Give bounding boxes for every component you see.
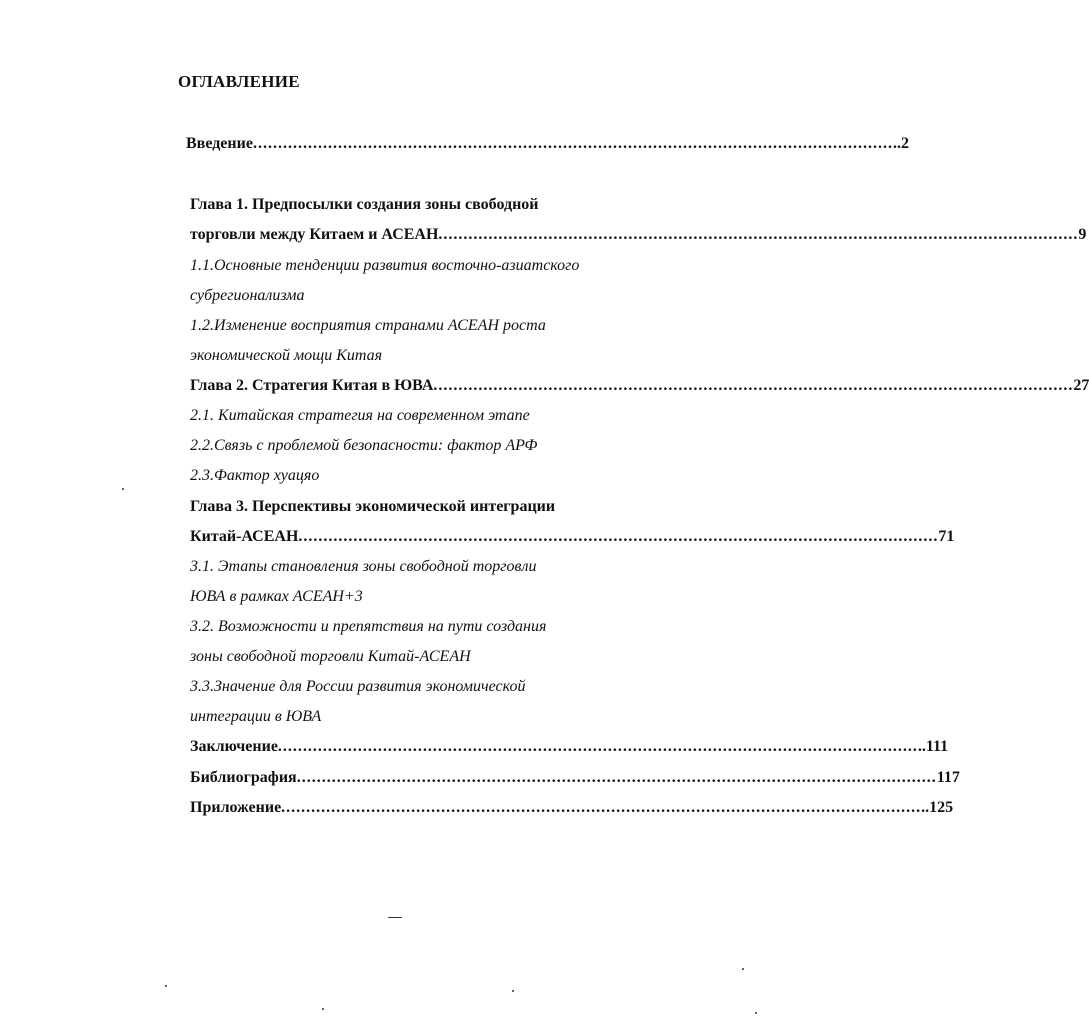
toc-page-number: 71 [938, 528, 955, 545]
toc-chapter-3-line2 [190, 527, 955, 547]
toc-section-1-1-line2: субрегионализма [190, 287, 305, 304]
toc-section-2-3: 2.3.Фактор хуацяо [190, 467, 320, 484]
scan-speck [122, 488, 124, 490]
toc-page-number: 27 [1073, 377, 1089, 394]
dot-leader: ................................................................................................................................ [277, 738, 918, 755]
toc-entry-label: Введение [186, 135, 253, 152]
toc-page-number: ..125 [921, 799, 954, 816]
toc-chapter-1-line2 [190, 225, 1087, 245]
dot-leader: ................................................................................................................................ [281, 799, 922, 816]
toc-entry-label: Глава 2. Стратегия Китая в ЮВА [190, 377, 434, 394]
toc-section-2-2: 2.2.Связь с проблемой безопасности: фактор АРФ [190, 437, 538, 454]
toc-chapter-3-line1: Глава 3. Перспективы экономической интеграции [190, 498, 556, 515]
scan-speck [165, 985, 167, 987]
toc-section-3-1-line1: 3.1. Этапы становления зоны свободной торговли [190, 558, 537, 575]
toc-entry-label: торговли между Китаем и АСЕАН [190, 226, 439, 243]
scan-speck [512, 990, 514, 992]
toc-chapter-2 [190, 376, 1089, 396]
toc-bibliography [190, 768, 960, 788]
dot-leader: ................................................................................................................................ [298, 528, 939, 545]
dot-leader: ................................................................................................................................ [433, 377, 1074, 394]
dot-leader: ................................................................................................................................ [296, 769, 937, 786]
dot-leader: ................................................................................................................................ [252, 135, 893, 152]
scan-speck [388, 917, 402, 918]
toc-section-3-2-line1: 3.2. Возможности и препятствия на пути создания [190, 618, 547, 635]
toc-page-number: ..111 [917, 738, 949, 755]
scan-speck [742, 968, 744, 970]
toc-section-2-1: 2.1. Китайская стратегия на современном этапе [190, 407, 530, 424]
toc-conclusion [190, 737, 949, 757]
toc-section-3-1-line2: ЮВА в рамках АСЕАН+3 [190, 588, 363, 605]
toc-appendix [190, 798, 954, 818]
toc-entry-label: Библиография [190, 769, 297, 786]
toc-entry-intro [186, 134, 909, 154]
toc-section-3-2-line2: зоны свободной торговли Китай-АСЕАН [190, 648, 471, 665]
toc-entry-label: Приложение [190, 799, 282, 816]
toc-page-number: 117 [936, 769, 960, 786]
toc-section-3-3-line2: интеграции в ЮВА [190, 708, 322, 725]
toc-section-1-1-line1: 1.1.Основные тенденции развития восточно-азиатского [190, 257, 580, 274]
toc-entry-label: Заключение [190, 738, 278, 755]
toc-page-number: ..2 [892, 135, 909, 152]
toc-section-1-2-line2: экономической мощи Китая [190, 347, 383, 364]
scan-speck [322, 1008, 324, 1010]
toc-page-number: 9 [1078, 226, 1087, 243]
toc-section-3-3-line1: 3.3.Значение для России развития экономической [190, 678, 526, 695]
toc-chapter-1-line1: Глава 1. Предпосылки создания зоны свободной [190, 196, 539, 213]
toc-entry-label: Китай-АСЕАН [190, 528, 299, 545]
dot-leader: ................................................................................................................................ [438, 226, 1079, 243]
scan-speck [755, 1012, 757, 1014]
toc-title: ОГЛАВЛЕНИЕ [178, 72, 300, 91]
toc-section-1-2-line1: 1.2.Изменение восприятия странами АСЕАН роста [190, 317, 546, 334]
